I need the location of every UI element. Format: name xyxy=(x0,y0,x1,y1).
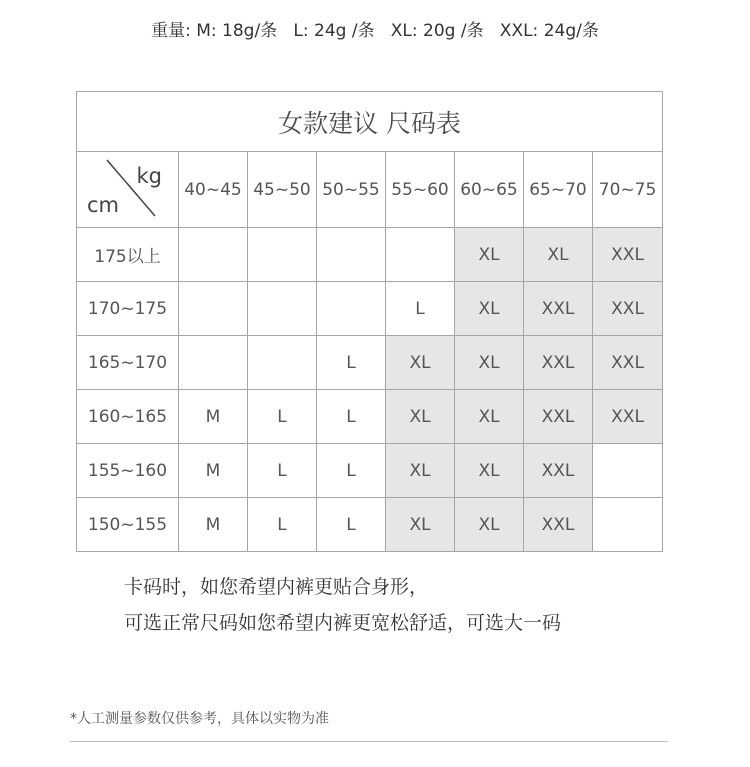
size-cell: M xyxy=(179,390,248,444)
row-height-label: 155~160 xyxy=(77,444,179,498)
size-cell: M xyxy=(179,444,248,498)
fit-note-line-1: 卡码时，如您希望内裤更贴合身形， xyxy=(124,576,429,598)
size-cell: L xyxy=(386,282,455,336)
size-cell: XL xyxy=(386,390,455,444)
row-height-label: 160~165 xyxy=(77,390,179,444)
column-header: 55~60 xyxy=(386,152,455,228)
column-header: 45~50 xyxy=(248,152,317,228)
size-cell: XL xyxy=(386,444,455,498)
size-cell xyxy=(179,228,248,282)
size-cell: XL xyxy=(455,444,524,498)
table-row xyxy=(77,498,663,552)
table-row xyxy=(77,336,663,390)
corner-weight-unit: kg xyxy=(136,164,162,188)
size-cell: L xyxy=(248,390,317,444)
size-cell xyxy=(593,498,663,552)
table-body xyxy=(77,228,663,552)
row-height-label: 150~155 xyxy=(77,498,179,552)
row-height-label: 170~175 xyxy=(77,282,179,336)
size-cell: XL xyxy=(386,336,455,390)
size-cell: M xyxy=(179,498,248,552)
size-cell xyxy=(179,282,248,336)
size-cell: L xyxy=(317,498,386,552)
size-cell xyxy=(248,228,317,282)
weights-line: 重量: M: 18g/条 L: 24g /条 XL: 20g /条 XXL: 24g/条 xyxy=(151,21,599,41)
table-title: 女款建议 尺码表 xyxy=(77,92,663,152)
fit-note-line-2: 可选正常尺码如您希望内裤更宽松舒适，可选大一码 xyxy=(124,612,562,634)
size-cell: XXL xyxy=(524,336,593,390)
table-row xyxy=(77,390,663,444)
size-chart-table xyxy=(76,91,663,552)
size-cell: XXL xyxy=(593,390,663,444)
bottom-divider xyxy=(70,741,668,742)
table-row xyxy=(77,444,663,498)
footnote: *人工测量参数仅供参考，具体以实物为准 xyxy=(70,711,329,727)
size-cell: XXL xyxy=(593,228,663,282)
size-cell: XL xyxy=(386,498,455,552)
size-cell: XL xyxy=(455,498,524,552)
size-cell: XXL xyxy=(524,498,593,552)
row-height-label: 165~170 xyxy=(77,336,179,390)
size-cell xyxy=(248,282,317,336)
size-cell: L xyxy=(317,336,386,390)
size-cell xyxy=(317,282,386,336)
size-cell: XL xyxy=(524,228,593,282)
table-row xyxy=(77,228,663,282)
size-cell xyxy=(593,444,663,498)
column-header: 50~55 xyxy=(317,152,386,228)
size-cell xyxy=(248,336,317,390)
corner-cell xyxy=(77,152,179,228)
size-cell: XXL xyxy=(524,444,593,498)
column-header: 70~75 xyxy=(593,152,663,228)
size-cell: XXL xyxy=(524,282,593,336)
column-header: 60~65 xyxy=(455,152,524,228)
size-cell: L xyxy=(317,444,386,498)
size-cell xyxy=(386,228,455,282)
size-cell: XL xyxy=(455,336,524,390)
size-cell xyxy=(317,228,386,282)
column-header: 65~70 xyxy=(524,152,593,228)
size-cell: XL xyxy=(455,282,524,336)
corner-height-unit: cm xyxy=(87,193,120,217)
size-cell: XXL xyxy=(524,390,593,444)
size-cell: XXL xyxy=(593,336,663,390)
row-height-label: 175以上 xyxy=(77,228,179,282)
size-cell: L xyxy=(317,390,386,444)
column-header: 40~45 xyxy=(179,152,248,228)
size-cell: XXL xyxy=(593,282,663,336)
header-row xyxy=(77,152,663,228)
size-cell xyxy=(179,336,248,390)
size-cell: XL xyxy=(455,390,524,444)
size-cell: XL xyxy=(455,228,524,282)
size-cell: L xyxy=(248,444,317,498)
size-cell: L xyxy=(248,498,317,552)
table-row xyxy=(77,282,663,336)
